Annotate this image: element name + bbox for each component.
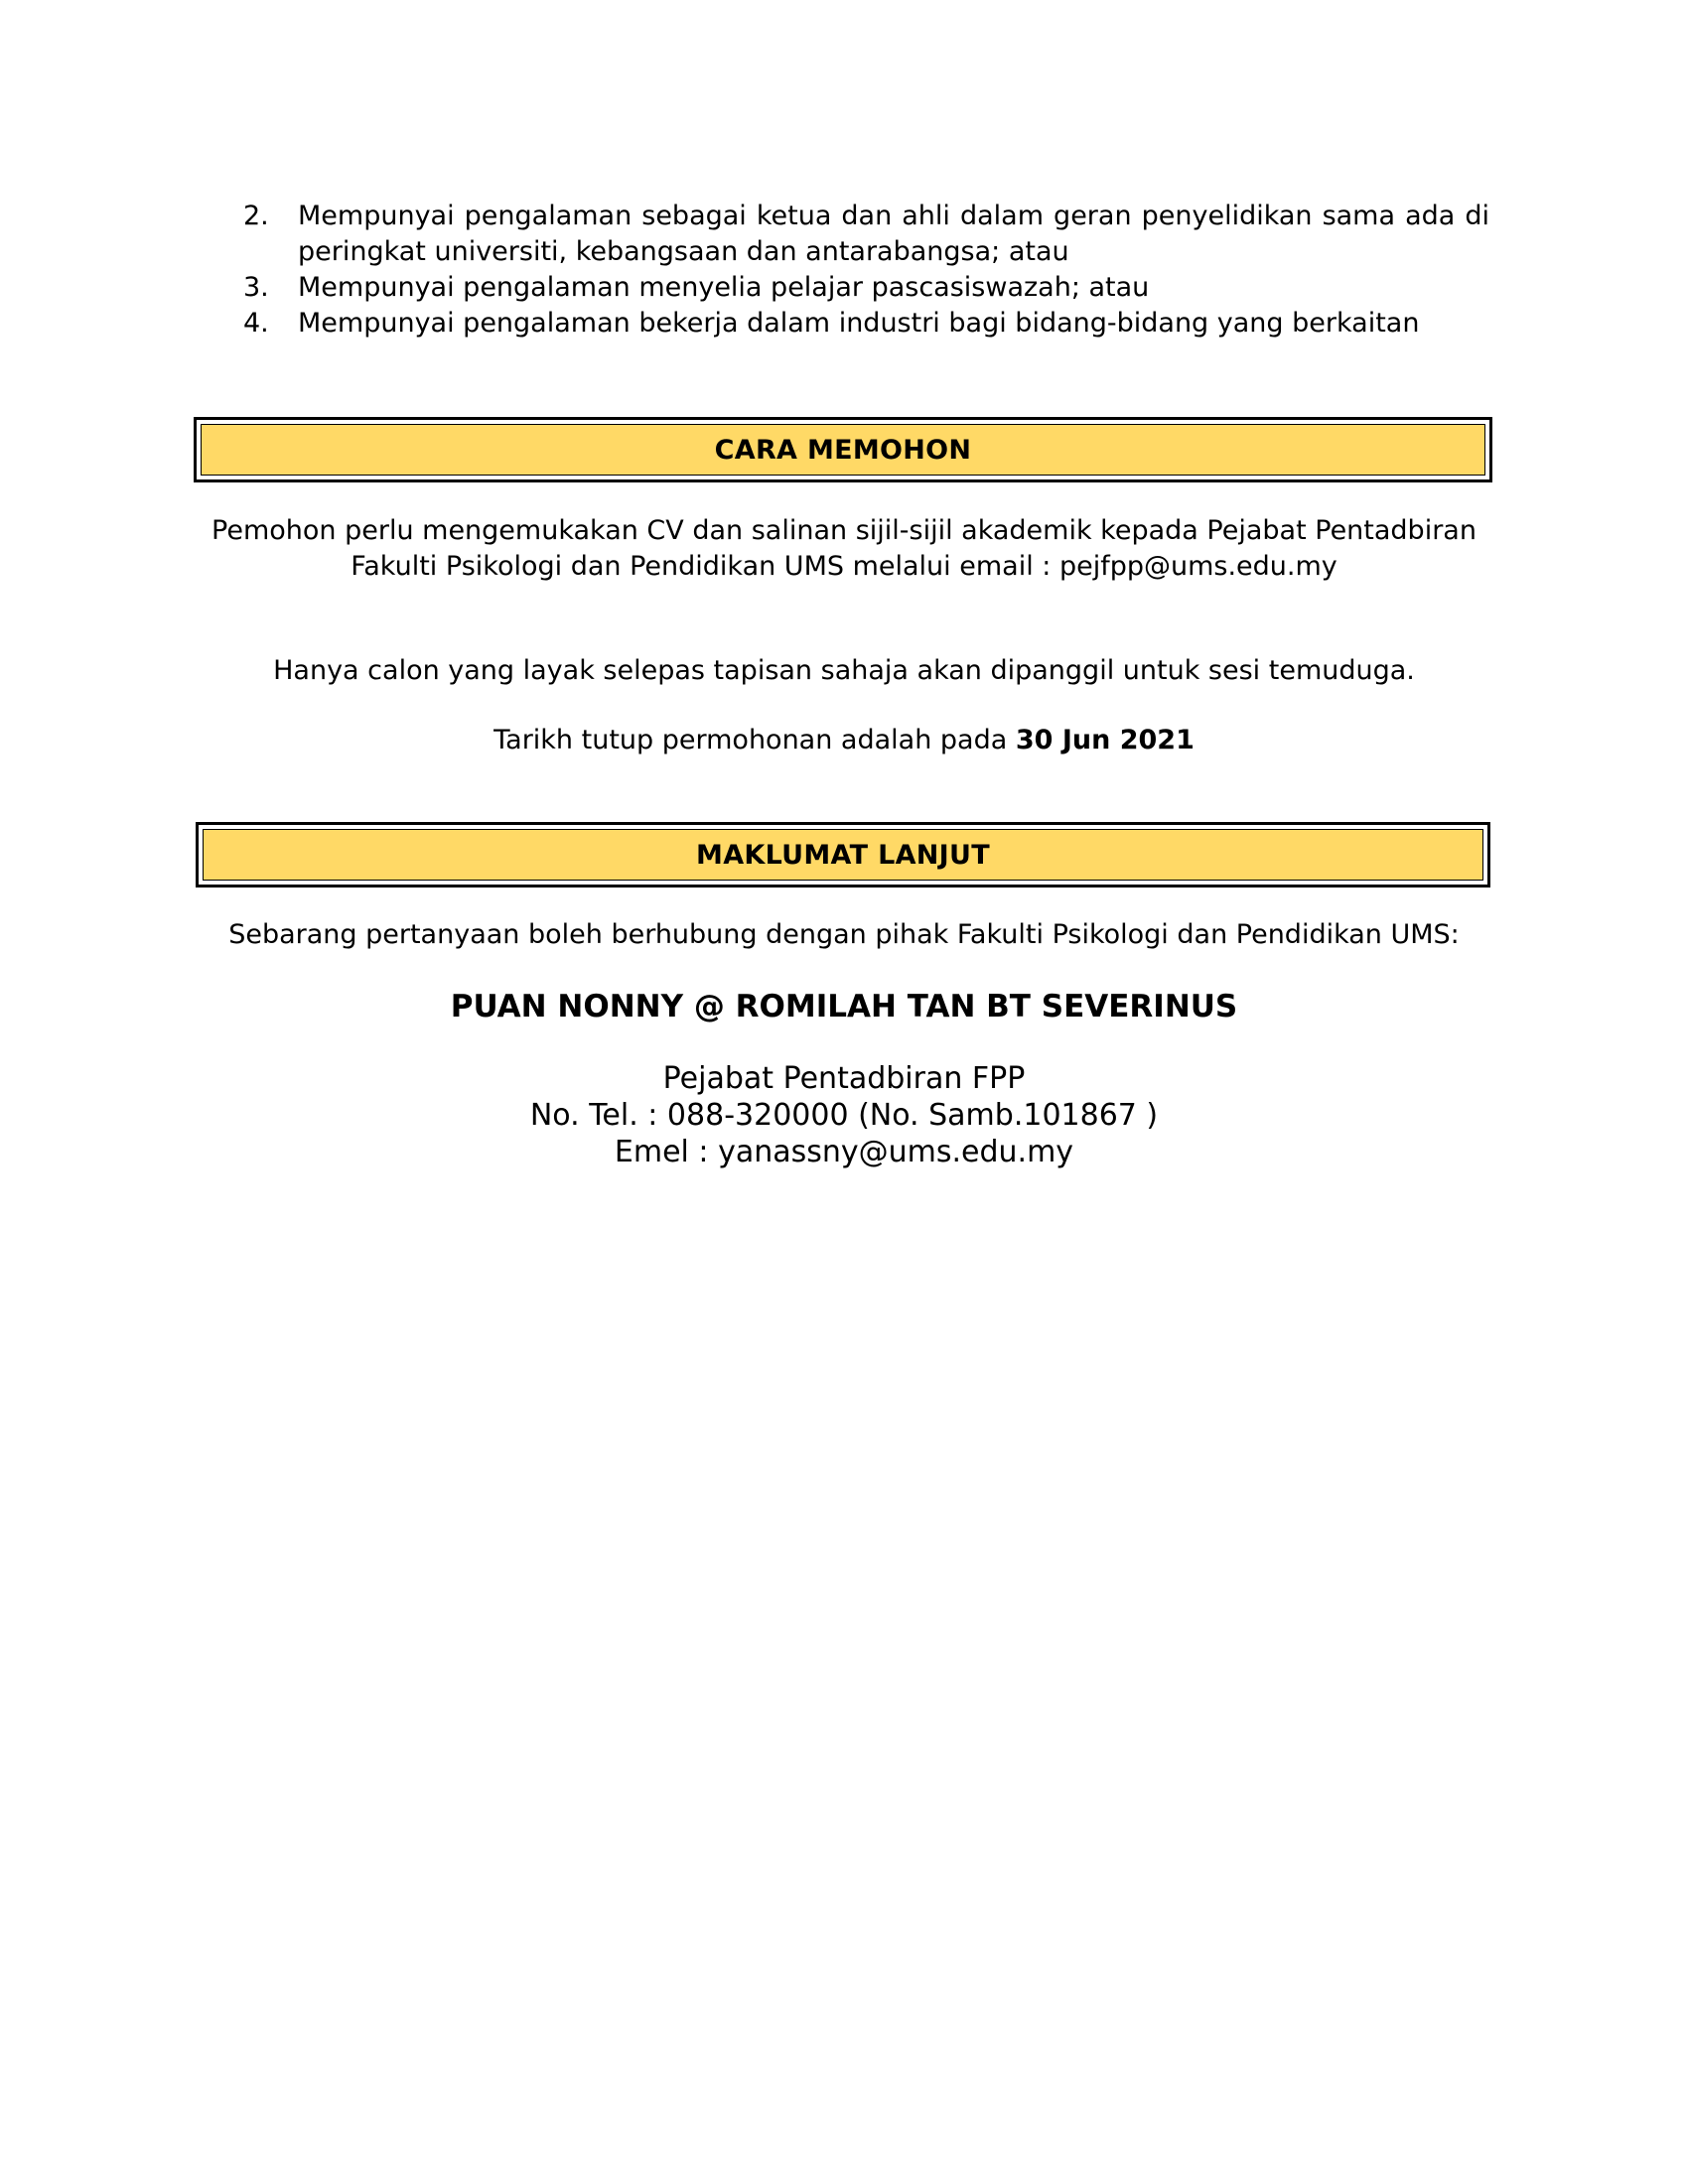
- closing-date-notice: [149, 723, 1539, 758]
- contact-name: PUAN NONNY @ ROMILAH TAN BT SEVERINUS: [450, 989, 1238, 1024]
- list-item: [243, 270, 1489, 306]
- list-item-number: 2.: [243, 201, 269, 231]
- application-line-1: Pemohon perlu mengemukakan CV dan salinan sijil-sijil akademik kepada Pejabat Pentadbiran: [211, 515, 1477, 546]
- contact-email: Emel : yanassny@ums.edu.my: [614, 1135, 1074, 1169]
- application-instructions: [149, 513, 1539, 585]
- contact-office: Pejabat Pentadbiran FPP: [662, 1061, 1026, 1096]
- section-title: MAKLUMAT LANJUT: [203, 829, 1483, 881]
- list-item: [243, 306, 1489, 341]
- closing-date-prefix: Tarikh tutup permohonan adalah pada: [493, 725, 1016, 755]
- list-item: [243, 199, 1489, 270]
- section-title: CARA MEMOHON: [201, 424, 1485, 476]
- list-item-number: 4.: [243, 308, 269, 339]
- contact-phone: No. Tel. : 088-320000 (No. Samb.101867 ): [529, 1098, 1159, 1133]
- requirements-list: [243, 199, 1489, 341]
- section-header-cara-memohon: [194, 417, 1492, 482]
- application-line-2: Fakulti Psikologi dan Pendidikan UMS melalui email : pejfpp@ums.edu.my: [351, 551, 1337, 582]
- list-item-text: Mempunyai pengalaman bekerja dalam industri bagi bidang-bidang yang berkaitan: [298, 308, 1420, 339]
- enquiry-text: Sebarang pertanyaan boleh berhubung dengan pihak Fakulti Psikologi dan Pendidikan UMS:: [228, 919, 1460, 950]
- section-header-maklumat-lanjut: [196, 822, 1490, 887]
- shortlist-notice: Hanya calon yang layak selepas tapisan sahaja akan dipanggil untuk sesi temuduga.: [273, 655, 1415, 686]
- closing-date: 30 Jun 2021: [1015, 725, 1195, 755]
- list-item-text: Mempunyai pengalaman sebagai ketua dan ahli dalam geran penyelidikan sama ada di peringkat universiti, kebangsaan dan antarabangsa; atau: [298, 201, 1489, 267]
- list-item-number: 3.: [243, 272, 269, 303]
- contact-details: [149, 1060, 1539, 1170]
- list-item-text: Mempunyai pengalaman menyelia pelajar pascasiswazah; atau: [298, 272, 1150, 303]
